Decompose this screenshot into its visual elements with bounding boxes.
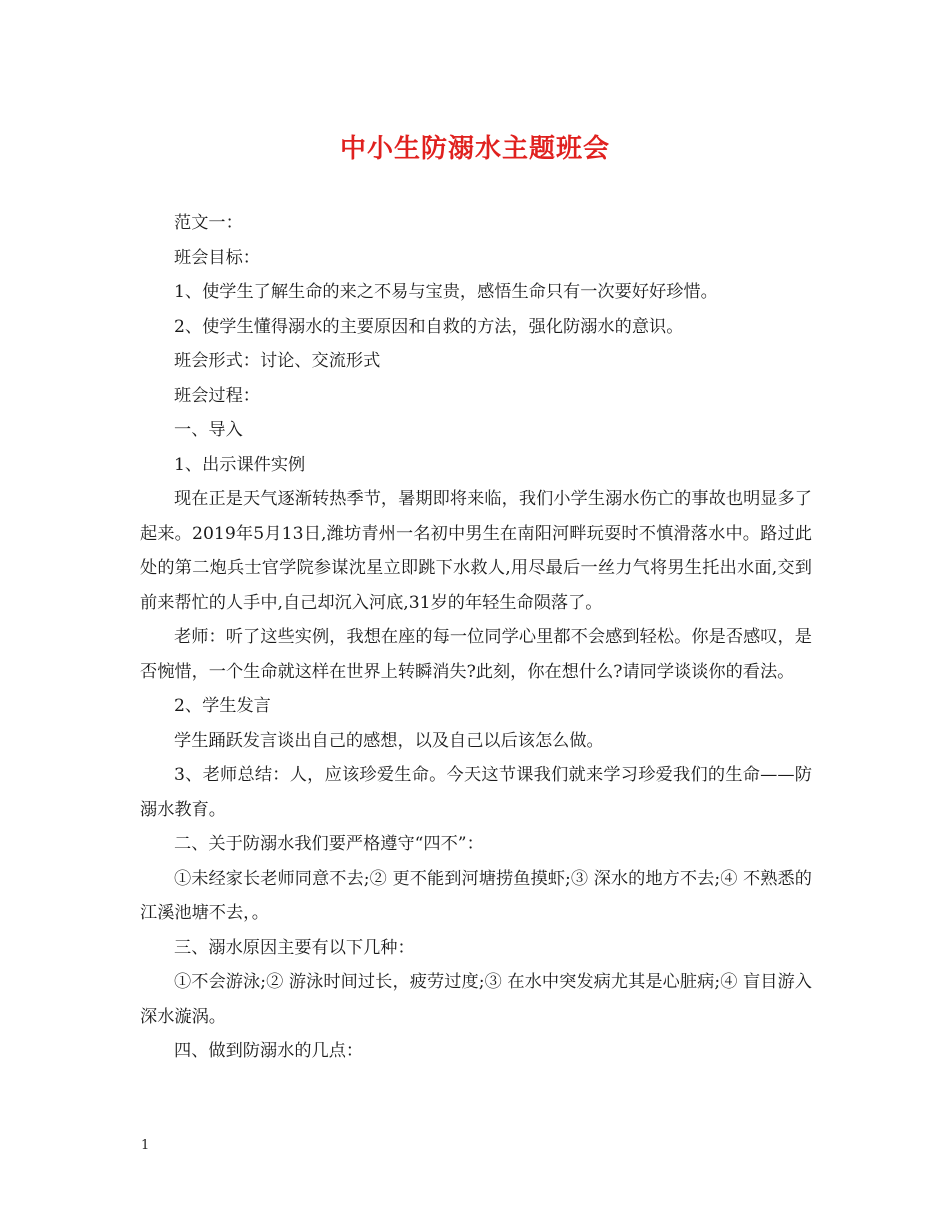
- paragraph: ①未经家长老师同意不去;② 更不能到河塘捞鱼摸虾;③ 深水的地方不去;④ 不熟悉的江溪池塘不去，。: [140, 868, 812, 923]
- paragraph: 老师：听了这些实例，我想在座的每一位同学心里都不会感到轻松。你是否感叹，是否惋惜，一个生命就这样在世界上转瞬消失?此刻，你在想什么?请同学谈谈你的看法。: [140, 627, 812, 682]
- paragraph: 班会过程：: [174, 385, 260, 406]
- paragraph: 二、关于防溺水我们要严格遵守“四不”：: [174, 834, 484, 854]
- paragraph: 范文一：: [174, 213, 243, 233]
- paragraph: 班会形式：讨论、交流形式: [174, 351, 381, 371]
- paragraph: 1、出示课件实例: [174, 454, 306, 475]
- paragraph: 一、导入: [174, 420, 243, 440]
- paragraph: 2、学生发言: [174, 696, 271, 716]
- page-number: 1: [141, 1138, 150, 1153]
- paragraph: 学生踊跃发言谈出自己的感想，以及自己以后该怎么做。: [174, 730, 604, 751]
- document-body: [140, 206, 812, 1069]
- paragraph: 三、溺水原因主要有以下几种：: [174, 937, 415, 958]
- paragraph: 2、使学生懂得溺水的主要原因和自救的方法，强化防溺水的意识。: [174, 316, 684, 337]
- paragraph: 现在正是天气逐渐转热季节，暑期即将来临，我们小学生溺水伤亡的事故也明显多了起来。2019年5月13日,潍坊青州一名初中男生在南阳河畔玩耍时不慎滑落水中。路过此处的第二炮兵士官学院参谋沈星立即跳下水救人,用尽最后一丝力气将男生托出水面,交到前来帮忙的人手中,自己却沉入河底,31岁的年轻生命陨落了。: [140, 489, 812, 613]
- paragraph: 3、老师总结：人，应该珍爱生命。今天这节课我们就来学习珍爱我们的生命——防溺水教育。: [140, 765, 812, 820]
- paragraph: 四、做到防溺水的几点：: [174, 1041, 364, 1061]
- paragraph: ①不会游泳;② 游泳时间过长，疲劳过度;③ 在水中突发病尤其是心脏病;④ 盲目游入深水漩涡。: [140, 972, 812, 1027]
- paragraph: 班会目标：: [174, 247, 260, 268]
- paragraph: 1、使学生了解生命的来之不易与宝贵，感悟生命只有一次要好好珍惜。: [174, 282, 718, 302]
- document-title: 中小生防溺水主题班会: [339, 134, 610, 164]
